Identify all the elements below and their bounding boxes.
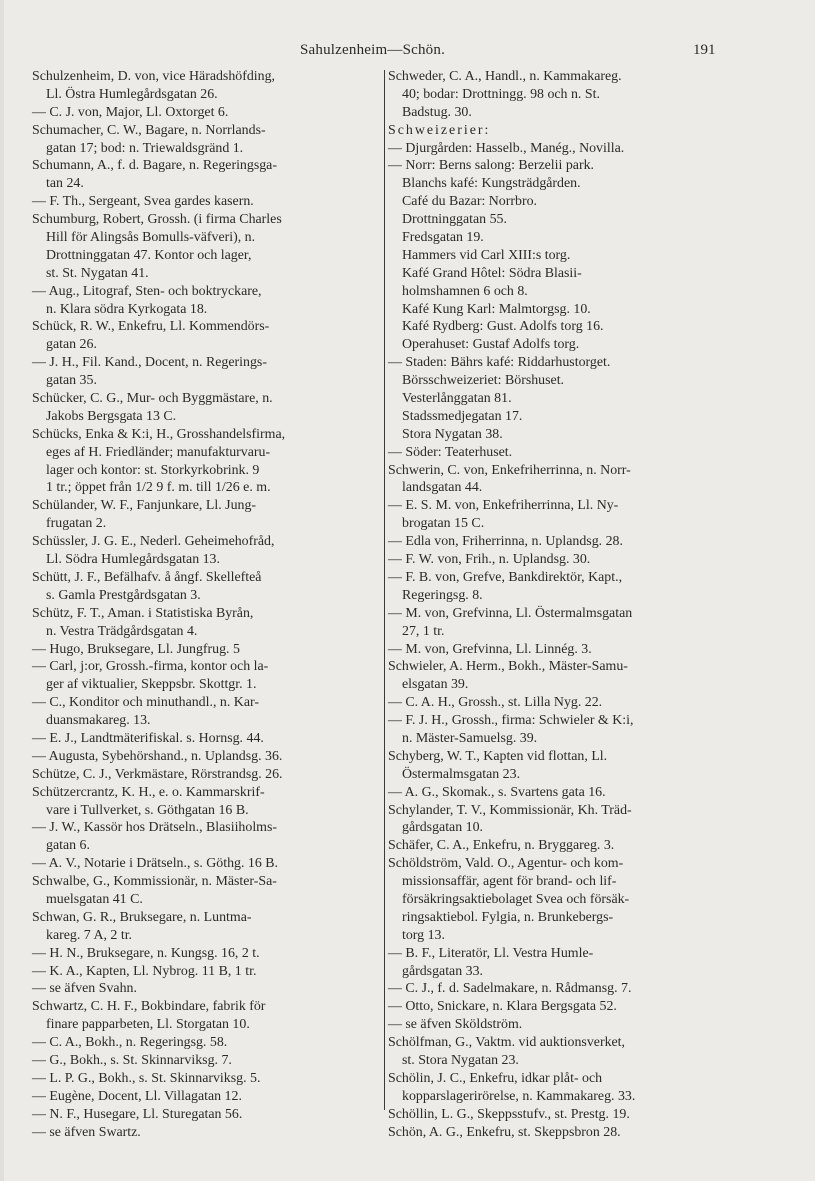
entry-line: Café du Bazar: Norrbro.	[402, 194, 537, 210]
entry-line: Vesterlånggatan 81.	[402, 391, 512, 407]
entry-line: st. St. Nygatan 41.	[46, 265, 149, 281]
entry-line: ger af viktualier, Skeppsbr. Skottgr. 1.	[46, 677, 257, 693]
entry-line: — L. P. G., Bokh., s. St. Skinnarviksg. 5.	[32, 1070, 261, 1086]
entry-line: n. Vestra Trädgårdsgatan 4.	[46, 623, 198, 639]
right-column	[388, 68, 788, 1141]
entry-line: Schülander, W. F., Fanjunkare, Ll. Jung-	[32, 498, 257, 514]
entry-line: — C. J., f. d. Sadelmakare, n. Rådmansg. 7.	[388, 981, 632, 997]
entry-line: Schumburg, Robert, Grossh. (i firma Charles	[32, 212, 282, 228]
entry-line: — se äfven Sköldström.	[388, 1017, 523, 1033]
page-header	[0, 42, 815, 64]
entry-line: Stora Nygatan 38.	[402, 426, 503, 442]
entry-line: Jakobs Bergsgata 13 C.	[46, 408, 177, 424]
entry-line: — Söder: Teaterhuset.	[388, 444, 513, 460]
entry-line: Schützercrantz, K. H., e. o. Kammarskrif-	[32, 784, 265, 800]
page-number: 191	[693, 42, 716, 58]
entry-line: finare papparbeten, Ll. Storgatan 10.	[46, 1017, 250, 1033]
running-title: Sahulzenheim—Schön.	[300, 42, 446, 58]
entry-line: duansmakareg. 13.	[46, 713, 151, 729]
entry-line: Schölin, J. C., Enkefru, idkar plåt- och	[388, 1070, 603, 1086]
entry-line: — B. F., Literatör, Ll. Vestra Humle-	[388, 945, 594, 961]
entry-line: gatan 26.	[46, 337, 97, 353]
entry-line: — Otto, Snickare, n. Klara Bergsgata 52.	[388, 999, 617, 1015]
entry-line: Schulzenheim, D. von, vice Häradshöfding,	[32, 69, 276, 84]
entry-line: — M. von, Grefvinna, Ll. Linnég. 3.	[388, 641, 592, 657]
entry-line: — Carl, j:or, Grossh.-firma, kontor och la-	[32, 659, 269, 675]
entry-line: — Augusta, Sybehörshand., n. Uplandsg. 36.	[32, 748, 283, 764]
entry-line: Schöllin, L. G., Skeppsstufv., st. Prestg. 19.	[388, 1106, 630, 1122]
entry-line: Schwalbe, G., Kommissionär, n. Mäster-Sa-	[32, 874, 277, 890]
entry-line: muelsgatan 41 C.	[46, 891, 143, 907]
entry-line: — Edla von, Friherrinna, n. Uplandsg. 28.	[388, 534, 623, 550]
entry-line: — se äfven Svahn.	[32, 981, 137, 997]
entry-line: landsgatan 44.	[402, 480, 483, 496]
entry-line: — C. A., Bokh., n. Regeringsg. 58.	[32, 1035, 228, 1051]
entry-line: — F. Th., Sergeant, Svea gardes kasern.	[32, 194, 254, 210]
entry-line: eges af H. Friedländer; manufakturvaru-	[46, 444, 271, 460]
entry-line: Schweder, C. A., Handl., n. Kammakareg.	[388, 69, 622, 84]
entry-line: 27, 1 tr.	[402, 623, 445, 639]
entry-line: — C., Konditor och minuthandl., n. Kar-	[32, 695, 259, 711]
entry-columns	[30, 68, 790, 1140]
entry-line: Schütz, F. T., Aman. i Statistiska Byrån,	[32, 605, 254, 621]
entry-line: — M. von, Grefvinna, Ll. Östermalmsgatan	[388, 605, 633, 621]
entry-line: Schumann, A., f. d. Bagare, n. Regeringsga-	[32, 158, 277, 174]
entry-line: Schütze, C. J., Verkmästare, Rörstrandsg. 26.	[32, 766, 283, 782]
entry-line: Operahuset: Gustaf Adolfs torg.	[402, 337, 580, 353]
entry-line: Schüssler, J. G. E., Nederl. Geheimehofråd,	[32, 534, 275, 550]
entry-line: kopparslagerirörelse, n. Kammakareg. 33.	[402, 1088, 636, 1104]
entry-line: — Djurgården: Hasselb., Manég., Novilla.	[388, 140, 625, 156]
entry-line: Schyberg, W. T., Kapten vid flottan, Ll.	[388, 748, 608, 764]
entry-line: Schwartz, C. H. F., Bokbindare, fabrik för	[32, 999, 266, 1015]
entry-line: Schwieler, A. Herm., Bokh., Mäster-Samu-	[388, 659, 628, 675]
entry-line: Kafé Grand Hôtel: Södra Blasii-	[402, 265, 582, 281]
column-divider	[384, 70, 385, 1110]
entry-line: Hill för Alingsås Bomulls-väfveri), n.	[46, 230, 256, 246]
entry-line: gårdsgatan 10.	[402, 820, 484, 836]
entry-line: Regeringsg. 8.	[402, 587, 483, 603]
entry-line: — G., Bokh., s. St. Skinnarviksg. 7.	[32, 1052, 232, 1068]
entry-line: Ll. Östra Humlegårdsgatan 26.	[46, 86, 218, 102]
entry-line: Schumacher, C. W., Bagare, n. Norrlands-	[32, 122, 266, 138]
entry-line: — Hugo, Bruksegare, Ll. Jungfrug. 5	[32, 641, 240, 657]
entry-line: Kafé Kung Karl: Malmtorgsg. 10.	[402, 301, 591, 317]
entry-line: — J. W., Kassör hos Drätseln., Blasiiholms-	[32, 820, 278, 836]
entry-line: — J. H., Fil. Kand., Docent, n. Regerings-	[32, 355, 267, 371]
entry-line: Börsschweizeriet: Börshuset.	[402, 373, 565, 389]
entry-line: — A. V., Notarie i Drätseln., s. Göthg. 16 B.	[32, 856, 279, 872]
entry-line: Badstug. 30.	[402, 104, 472, 120]
entry-line: Schwan, G. R., Bruksegare, n. Luntma-	[32, 909, 252, 925]
entry-line: Drottninggatan 47. Kontor och lager,	[46, 247, 252, 263]
entry-line: n. Klara södra Kyrkogata 18.	[46, 301, 208, 317]
entry-line: — C. A. H., Grossh., st. Lilla Nyg. 22.	[388, 695, 603, 711]
entry-line: — H. N., Bruksegare, n. Kungsg. 16, 2 t.	[32, 945, 260, 961]
entry-line: — F. B. von, Grefve, Bankdirektör, Kapt.,	[388, 569, 623, 585]
entry-line: försäkringsaktiebolaget Svea och försäk-	[402, 891, 630, 907]
entry-line: Kafé Rydberg: Gust. Adolfs torg 16.	[402, 319, 604, 335]
entry-line: Blanchs kafé: Kungsträdgården.	[402, 176, 581, 192]
entry-line: — Eugène, Docent, Ll. Villagatan 12.	[32, 1088, 242, 1104]
entry-line: lager och kontor: st. Storkyrkobrink. 9	[46, 462, 260, 478]
entry-line: st. Stora Nygatan 23.	[402, 1052, 519, 1068]
entry-line: n. Mäster-Samuelsg. 39.	[402, 730, 538, 746]
entry-line: — K. A., Kapten, Ll. Nybrog. 11 B, 1 tr.	[32, 963, 257, 979]
entry-line: Schweizerier:	[388, 122, 491, 138]
entry-line: — C. J. von, Major, Ll. Oxtorget 6.	[32, 104, 229, 120]
entry-line: Ll. Södra Humlegårdsgatan 13.	[46, 552, 220, 568]
entry-line: gårdsgatan 33.	[402, 963, 484, 979]
entry-line: Stadssmedjegatan 17.	[402, 408, 523, 424]
entry-line: gatan 35.	[46, 373, 97, 389]
entry-line: Östermalmsgatan 23.	[402, 766, 521, 782]
entry-line: — E. S. M. von, Enkefriherrinna, Ll. Ny-	[388, 498, 619, 514]
entry-line: Fredsgatan 19.	[402, 230, 484, 246]
entry-line: — F. W. von, Frih., n. Uplandsg. 30.	[388, 552, 591, 568]
entry-line: frugatan 2.	[46, 516, 107, 532]
entry-line: brogatan 15 C.	[402, 516, 485, 532]
entry-line: Drottninggatan 55.	[402, 212, 507, 228]
entry-line: gatan 17; bod: n. Triewaldsgränd 1.	[46, 140, 244, 156]
entry-line: Schücker, C. G., Mur- och Byggmästare, n.	[32, 391, 273, 407]
entry-line: — F. J. H., Grossh., firma: Schwieler & K:i,	[388, 713, 634, 729]
entry-line: — A. G., Skomak., s. Svartens gata 16.	[388, 784, 606, 800]
entry-line: gatan 6.	[46, 838, 90, 854]
page-edge	[0, 0, 4, 1181]
entry-line: 40; bodar: Drottningg. 98 och n. St.	[402, 86, 600, 102]
entry-line: torg 13.	[402, 927, 445, 943]
entry-line: — se äfven Swartz.	[32, 1124, 141, 1140]
entry-line: Schölfman, G., Vaktm. vid auktionsverket,	[388, 1035, 626, 1051]
entry-line: Schücks, Enka & K:i, H., Grosshandelsfirma,	[32, 426, 286, 442]
entry-line: Schöldström, Vald. O., Agentur- och kom-	[388, 856, 624, 872]
entry-line: — Norr: Berns salong: Berzelii park.	[388, 158, 594, 174]
left-column	[32, 68, 382, 1141]
entry-line: — Staden: Bährs kafé: Riddarhustorget.	[388, 355, 611, 371]
entry-line: elsgatan 39.	[402, 677, 469, 693]
entry-line: Schück, R. W., Enkefru, Ll. Kommendörs-	[32, 319, 270, 335]
entry-line: s. Gamla Prestgårdsgatan 3.	[46, 587, 201, 603]
entry-line: kareg. 7 A, 2 tr.	[46, 927, 133, 943]
entry-line: Schütt, J. F., Befälhafv. å ångf. Skellefteå	[32, 569, 262, 585]
entry-line: tan 24.	[46, 176, 84, 192]
entry-line: — E. J., Landtmäterifiskal. s. Hornsg. 44.	[32, 730, 264, 746]
entry-line: — Aug., Litograf, Sten- och boktryckare,	[32, 283, 262, 299]
entry-line: Schwerin, C. von, Enkefriherrinna, n. Norr-	[388, 462, 631, 478]
entry-line: missionsaffär, agent för brand- och lif-	[402, 874, 617, 890]
entry-line: ringsaktiebol. Fylgia, n. Brunkebergs-	[402, 909, 614, 925]
entry-line: Schön, A. G., Enkefru, st. Skeppsbron 28.	[388, 1124, 621, 1140]
entry-line: 1 tr.; öppet från 1/2 9 f. m. till 1/26 e. m.	[46, 480, 271, 496]
entry-line: Schylander, T. V., Kommissionär, Kh. Träd-	[388, 802, 632, 818]
entry-line: Schäfer, C. A., Enkefru, n. Bryggareg. 3.	[388, 838, 615, 854]
entry-line: — N. F., Husegare, Ll. Sturegatan 56.	[32, 1106, 243, 1122]
entry-line: vare i Tullverket, s. Göthgatan 16 B.	[46, 802, 249, 818]
entry-line: holmshamnen 6 och 8.	[402, 283, 528, 299]
entry-line: Hammers vid Carl XIII:s torg.	[402, 247, 571, 263]
